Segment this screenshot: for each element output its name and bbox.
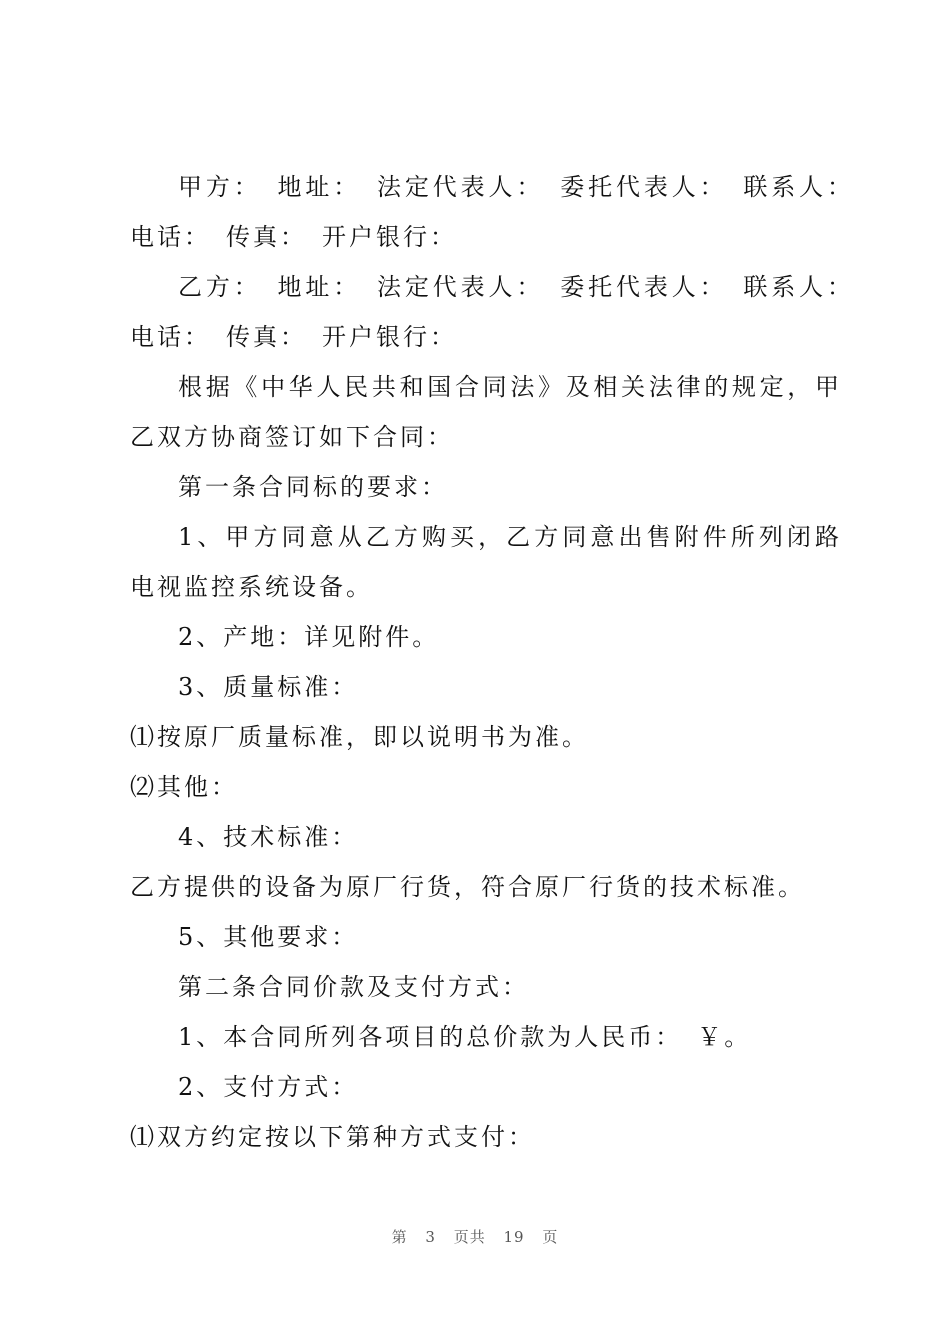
footer-suffix: 页 bbox=[542, 1228, 559, 1246]
document-body bbox=[130, 162, 869, 1162]
party-b-info: 乙方： 地址： 法定代表人： 委托代表人： 联系人： 电话： 传真： 开户银行： bbox=[130, 273, 869, 351]
article-1-clause-3-item-1: ⑴按原厂质量标准，即以说明书为准。 bbox=[130, 723, 589, 751]
article-2-heading: 第二条合同价款及支付方式： bbox=[178, 973, 529, 1001]
article-1-heading: 第一条合同标的要求： bbox=[178, 473, 448, 501]
article-1-clause-2: 2、产地：详见附件。 bbox=[178, 623, 440, 651]
article-1-clause-3-item-2: ⑵其他： bbox=[130, 773, 238, 801]
footer-current-page: 3 bbox=[425, 1228, 436, 1246]
article-2-clause-2: 2、支付方式： bbox=[178, 1073, 359, 1101]
article-1-clause-4: 4、技术标准： bbox=[178, 823, 359, 851]
article-1-clause-5: 5、其他要求： bbox=[178, 923, 359, 951]
footer-prefix: 第 bbox=[391, 1228, 408, 1246]
party-a-info: 甲方： 地址： 法定代表人： 委托代表人： 联系人： 电话： 传真： 开户银行： bbox=[130, 173, 869, 251]
article-2-clause-1: 1、本合同所列各项目的总价款为人民币： ￥。 bbox=[178, 1023, 752, 1051]
footer-total-pages: 19 bbox=[503, 1228, 525, 1246]
article-1-clause-4-text: 乙方提供的设备为原厂行货，符合原厂行货的技术标准。 bbox=[130, 873, 805, 901]
contract-preamble: 根据《中华人民共和国合同法》及相关法律的规定，甲乙双方协商签订如下合同： bbox=[130, 373, 842, 451]
article-2-clause-2-item-1: ⑴双方约定按以下第种方式支付： bbox=[130, 1123, 535, 1151]
page-footer bbox=[0, 1226, 950, 1247]
footer-middle: 页共 bbox=[453, 1228, 486, 1246]
article-1-clause-3: 3、质量标准： bbox=[178, 673, 359, 701]
article-1-clause-1: 1、甲方同意从乙方购买，乙方同意出售附件所列闭路电视监控系统设备。 bbox=[130, 523, 842, 601]
